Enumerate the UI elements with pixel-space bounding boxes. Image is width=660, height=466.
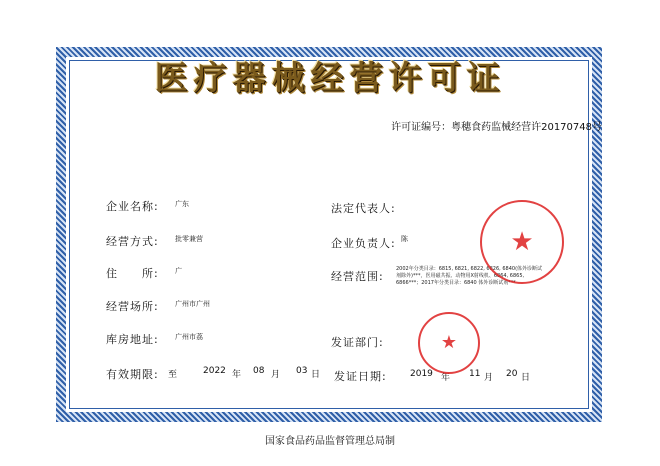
business-place-label: 经营场所:: [106, 300, 159, 313]
validity-day-unit: 日: [311, 370, 321, 380]
issue-date-month-unit: 月: [484, 373, 494, 383]
business-place-value: 广州市广州: [175, 300, 210, 308]
business-mode-value: 批零兼营: [175, 235, 203, 243]
permit-number-value: 粤穗食药监械经营许20170748号: [451, 122, 602, 133]
issuing-seal: [418, 312, 480, 374]
company-seal: [480, 200, 564, 284]
issuing-dept-label: 发证部门:: [331, 336, 384, 349]
issue-date-year-unit: 年: [441, 373, 451, 383]
validity-year: 2022: [203, 366, 226, 376]
validity-year-unit: 年: [232, 370, 242, 380]
issue-date-label: 发证日期:: [334, 370, 387, 383]
person-in-charge-value: 陈: [401, 235, 408, 243]
validity-month: 08: [253, 366, 265, 376]
permit-number-label: 许可证编号：: [391, 122, 452, 133]
issue-date-year: 2019: [410, 369, 433, 379]
permit-number: [391, 118, 602, 133]
issue-date-day: 20: [506, 369, 518, 379]
validity-label: 有效期限:: [106, 368, 159, 381]
issue-date-month: 11: [469, 369, 481, 379]
business-scope-value: 2002年分类目录：6815, 6821, 6822, 6826, 6840(体外诊断试剂除外)***，医用磁共振、动物用X射线机、6864, 6865, 6866***；2017年分类目录：6840 体外诊断试剂***: [396, 266, 543, 286]
warehouse-label: 库房地址:: [106, 333, 159, 346]
address-label: 住 所:: [106, 267, 159, 280]
validity-to: 至: [168, 370, 178, 380]
person-in-charge-label: 企业负责人:: [331, 237, 396, 250]
footer-issuer: 国家食品药品监督管理总局制: [265, 436, 395, 447]
business-mode-label: 经营方式:: [106, 235, 159, 248]
issue-date-day-unit: 日: [521, 373, 531, 383]
validity-month-unit: 月: [271, 370, 281, 380]
certificate-title: 医疗器械经营许可证: [154, 58, 506, 97]
legal-rep-label: 法定代表人:: [331, 202, 396, 215]
seal-star-icon: ★: [510, 227, 534, 257]
seal-star-icon: ★: [440, 332, 458, 353]
company-name-value: 广东: [175, 200, 189, 208]
company-name-label: 企业名称:: [106, 200, 159, 213]
business-scope-label: 经营范围:: [331, 270, 384, 283]
validity-day: 03: [296, 366, 308, 376]
address-value: 广: [175, 267, 182, 275]
warehouse-value: 广州市荔: [175, 333, 203, 341]
